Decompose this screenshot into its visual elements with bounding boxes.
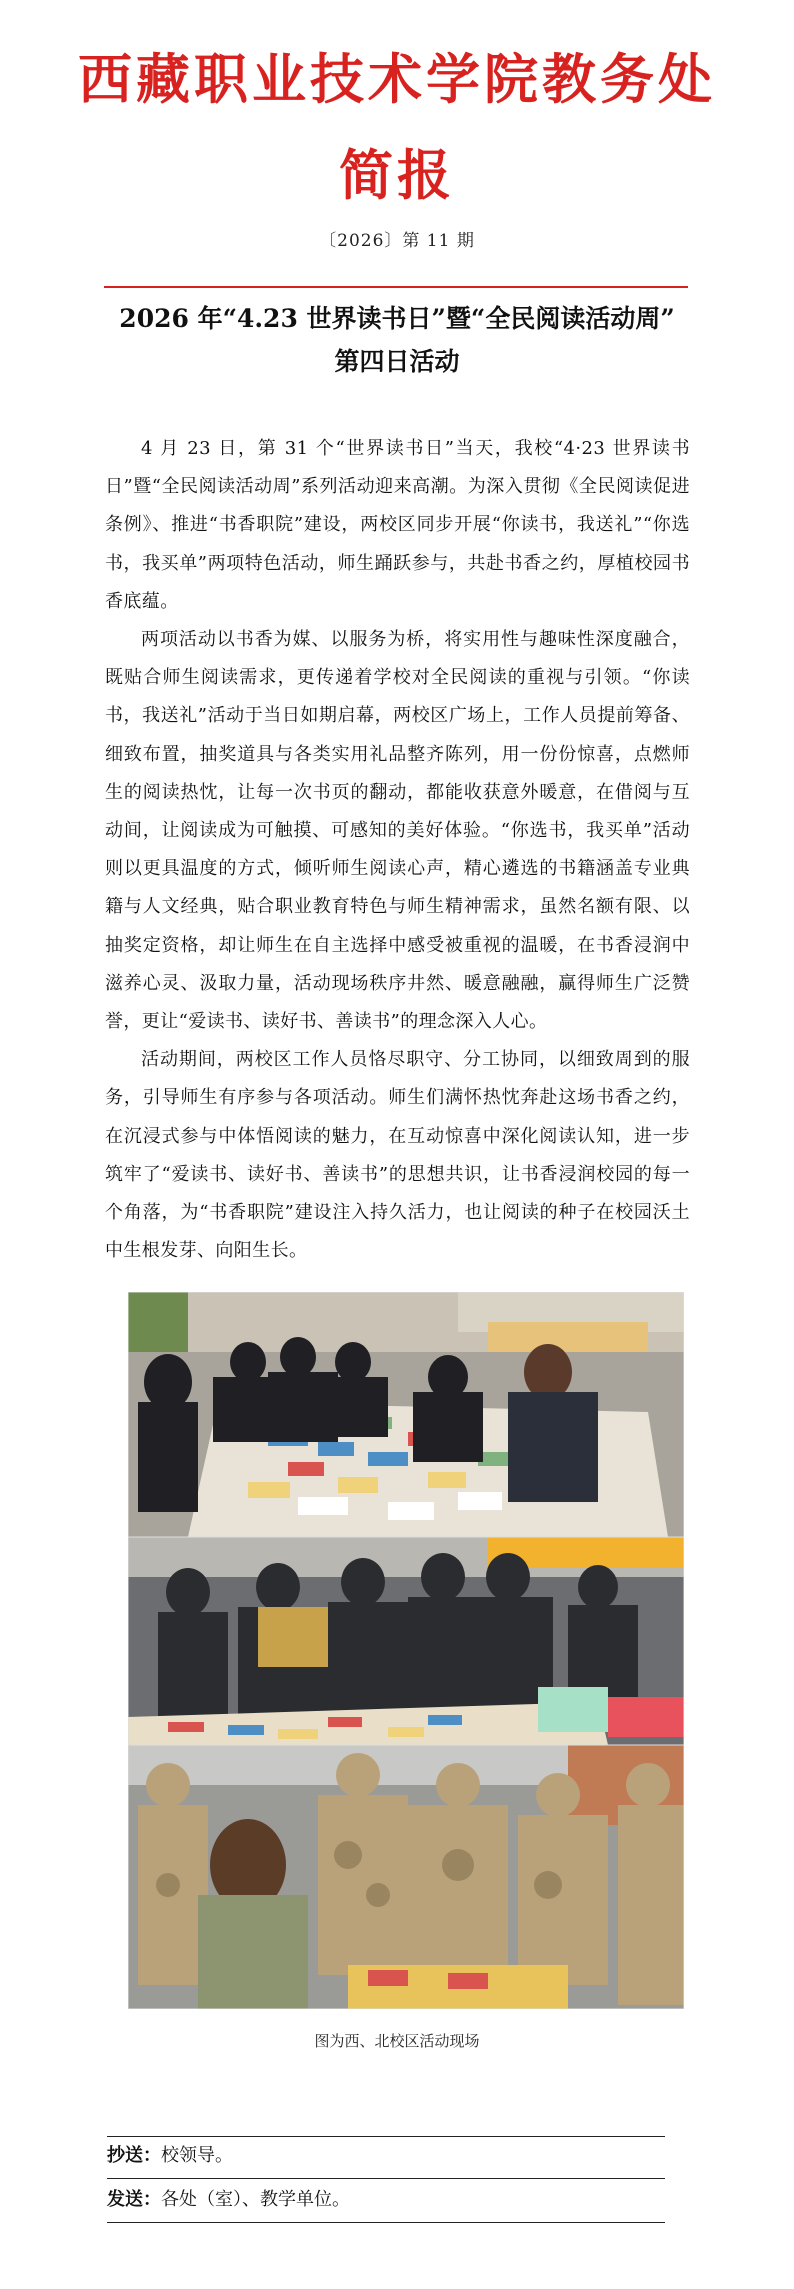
send-line — [107, 2191, 665, 2209]
event-photo-crowd — [128, 1537, 684, 1745]
event-photo-students — [128, 1745, 684, 2009]
event-photos — [128, 1292, 684, 2009]
divider-line — [107, 2178, 665, 2179]
article-title: 2026 年“4.23 世界读书日”暨“全民阅读活动周” — [119, 304, 675, 333]
paragraph: 活动期间，两校区工作人员恪尽职守、分工协同，以细致周到的服务，引导师生有序参与各项活动。师生们满怀热忱奔赴这场书香之约，在沉浸式参与中体悟阅读的魅力，在互动惊喜中深化阅读认知，进一步筑牢了“爱读书、读好书、善读书”的思想共识，让书香浸润校园的每一个角落，为“书香职院”建设注入持久活力，也让阅读的种子在校园沃土中生根发芽、向阳生长。 — [105, 1049, 690, 1262]
red-divider — [104, 286, 688, 288]
event-photo-book-table — [128, 1292, 684, 1537]
divider-line — [107, 2136, 665, 2137]
article-title-line2: 第四日活动 — [334, 347, 460, 376]
article-body — [105, 430, 690, 1270]
cc-value: 校领导。 — [161, 2145, 233, 2166]
photo-caption: 图为西、北校区活动现场 — [314, 2032, 480, 2050]
cc-label: 抄送： — [107, 2145, 161, 2166]
masthead-subtitle: 简报 — [339, 143, 455, 207]
send-label: 发送： — [107, 2189, 161, 2210]
issue-number: 〔2026〕第 11 期 — [319, 231, 475, 251]
paragraph: 4 月 23 日，第 31 个“世界读书日”当天，我校“4·23 世界读书日”暨“全民阅读活动周”系列活动迎来高潮。为深入贯彻《全民阅读促进条例》、推进“书香职院”建设，两校区同步开展“你读书，我送礼”“你选书，我买单”两项特色活动，师生踊跃参与，共赴书香之约，厚植校园书香底蕴。 — [105, 438, 690, 612]
cc-line — [107, 2147, 665, 2165]
divider-line — [107, 2222, 665, 2223]
send-value: 各处（室）、教学单位。 — [161, 2189, 350, 2210]
masthead-title: 西藏职业技术学院教务处 — [78, 47, 716, 111]
paragraph: 两项活动以书香为媒、以服务为桥，将实用性与趣味性深度融合，既贴合师生阅读需求，更传递着学校对全民阅读的重视与引领。“你读书，我送礼”活动于当日如期启幕，两校区广场上，工作人员提前筹备、细致布置，抽奖道具与各类实用礼品整齐陈列，用一份份惊喜，点燃师生的阅读热忱，让每一次书页的翻动，都能收获意外暖意，在借阅与互动间，让阅读成为可触摸、可感知的美好体验。“你选书，我买单”活动则以更具温度的方式，倾听师生阅读心声，精心遴选的书籍涵盖专业典籍与人文经典，贴合职业教育特色与师生精神需求，虽然名额有限、以抽奖定资格，却让师生在自主选择中感受被重视的温暖，在书香浸润中滋养心灵、汲取力量，活动现场秩序井然、暖意融融，赢得师生广泛赞誉，更让“爱读书、读好书、善读书”的理念深入人心。 — [105, 629, 690, 1033]
